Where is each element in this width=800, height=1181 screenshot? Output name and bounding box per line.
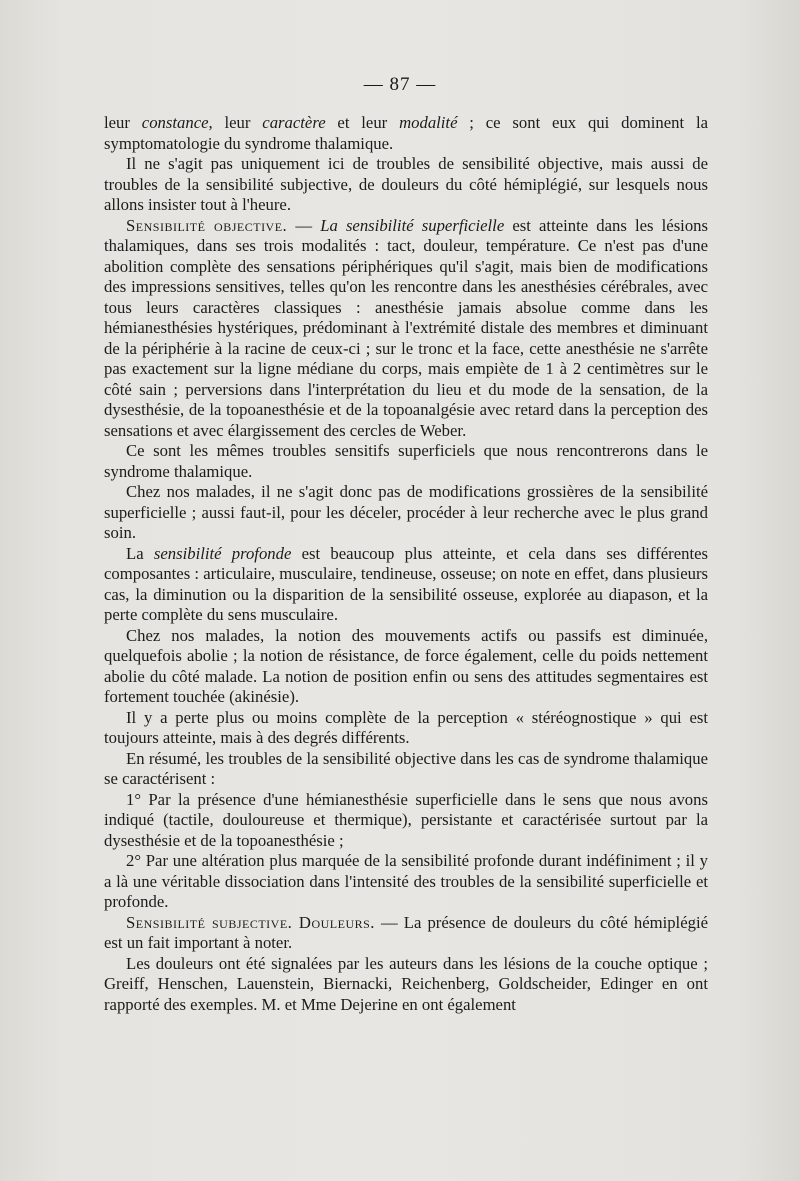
paragraph-9: En résumé, les troubles de la sensibilité objective dans les cas de syndrome thalamique se caractérisent : bbox=[104, 748, 708, 788]
paragraph-1 bbox=[104, 113, 708, 154]
paragraph-13: Les douleurs ont été signalées par les auteurs dans les lésions de la couche optique ; Greiff, Henschen, Lauenstein, Biernacki, Reichenberg, Goldscheider, Edinger en ont rapporté des exemples. M. et Mme Dejerine en ont également bbox=[104, 953, 708, 1014]
section-heading-objective: Sensibilité objective. bbox=[126, 215, 288, 235]
paragraph-2: Il ne s'agit pas uniquement ici de troubles de sensibilité objective, mais aussi de troubles de la sensibilité subjective, de douleurs du côté hémiplégié, sur lesquels nous allons insister tout à l'heure. bbox=[104, 154, 708, 214]
p6-text-a: La bbox=[126, 543, 154, 563]
p1-text-a: leur bbox=[104, 113, 142, 132]
p3-text: est atteinte dans les lésions thalamiques, dans ses trois modalités : tact, douleur, température. Ce n'est pas d'une abolition complète des sensations périphériques qu'il s'agit, mais bien de modifications des impressions sensitives, telles qu'on les rencontre dans les anesthésies cérébrales, avec tous leurs caractères classiques : anesthésie jamais absolue comme dans les hémianesthésies hystériques, prédominant à l'extrémité distale des membres et diminuant de la périphérie à la racine de ceux-ci ; sur le tronc et la face, cette anesthésie ne s'arrête pas exactement sur la ligne médiane du corps, mais empiète de 1 à 2 centimètres sur le côté sain ; perversions dans l'interprétation du lieu et du mode de la sensation, de la dysesthésie, de la topoanesthésie et de la topoanalgésie avec retard dans la perception des sensations et avec élargissement des cercles de Weber. bbox=[104, 215, 709, 440]
p3-dash: — bbox=[287, 215, 321, 235]
paragraph-4: Ce sont les mêmes troubles sensitifs superficiels que nous rencontrerons dans le syndrome thalamique. bbox=[104, 441, 708, 481]
p12-text: — La présence de douleurs du côté hémiplégié est un fait important à noter. bbox=[104, 912, 708, 952]
p1-text-c: , leur bbox=[208, 113, 263, 132]
p3-italic-superficielle: La sensibilité superficielle bbox=[320, 215, 505, 235]
p1-italic-caractere: caractère bbox=[262, 113, 326, 132]
paragraph-5: Chez nos malades, il ne s'agit donc pas de modifications grossières de la sensibilité superficielle ; aussi faut-il, pour les déceler, procéder à leur recherche avec le plus grand soin. bbox=[104, 482, 708, 542]
p1-text-g: ; ce sont eux qui dominent la symptomatologie du syndrome thalamique. bbox=[104, 113, 709, 153]
paragraph-8: Il y a perte plus ou moins complète de la perception « stéréognostique » qui est toujours atteinte, mais à des degrés différents. bbox=[104, 707, 708, 747]
p1-italic-modalite: modalité bbox=[399, 113, 458, 132]
p1-italic-constance: constance bbox=[141, 113, 209, 132]
p6-italic-profonde: sensibilité profonde bbox=[153, 543, 292, 563]
paragraph-10: 1° Par la présence d'une hémianesthésie superficielle dans le sens que nous avons indiqué (tactile, douloureuse et thermique), persistante et caractérisée surtout par la dysesthésie et de la topoanesthésie ; bbox=[104, 789, 708, 850]
paragraph-11: 2° Par une altération plus marquée de la sensibilité profonde durant indéfiniment ; il y a là une véritable dissociation dans l'intensité des troubles de la sensibilité superficielle et profonde. bbox=[104, 851, 708, 911]
section-heading-subjective: Sensibilité subjective. Douleurs. bbox=[126, 912, 375, 932]
page-number: — 87 — bbox=[363, 74, 437, 95]
paragraph-7: Chez nos malades, la notion des mouvements actifs ou passifs est diminuée, quelquefois abolie ; la notion de résistance, de force également, celle du poids nettement abolie du côté malade. La notion de position enfin ou sens des attitudes segmentaires est fortement touchée (akinésie). bbox=[104, 625, 708, 706]
paragraph-6 bbox=[104, 544, 708, 626]
p6-text: est beaucoup plus atteinte, et cela dans ses différentes composantes : articulaire, musculaire, tendineuse, osseuse; on note en effet, dans plusieurs cas, la diminution ou la disparition de la sensibilité osseuse, explorée au diapason, et la perte complète du sens musculaire. bbox=[104, 543, 708, 624]
paragraph-12 bbox=[104, 913, 708, 954]
paragraph-3 bbox=[104, 216, 708, 442]
body-text bbox=[104, 113, 708, 1015]
p1-text-e: et leur bbox=[325, 113, 400, 132]
